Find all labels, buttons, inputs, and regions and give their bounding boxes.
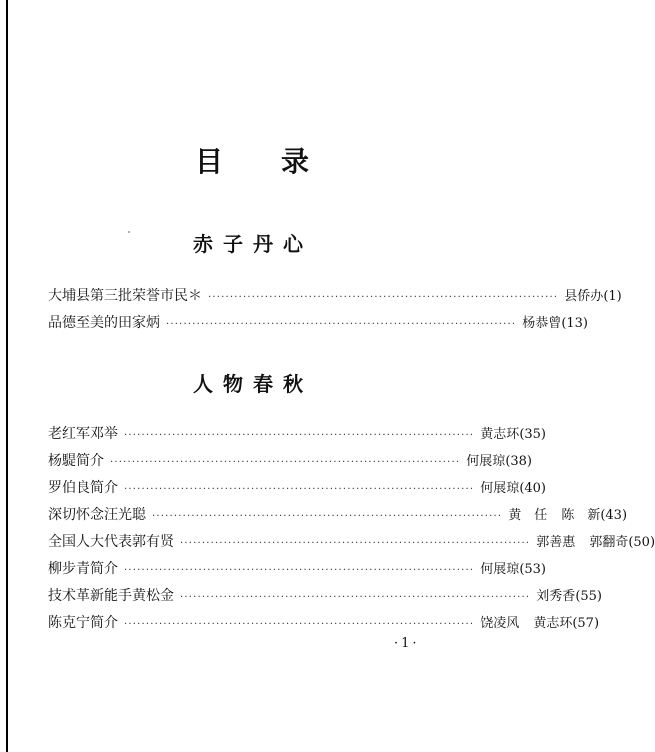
toc-entry-title: 技术革新能手黄松金 <box>48 588 174 604</box>
page-title <box>0 140 506 180</box>
toc-entry-title: 罗伯良简介 <box>48 480 118 496</box>
toc-entry[interactable] <box>48 556 546 583</box>
toc-entry[interactable] <box>48 475 546 502</box>
toc-entry-page: (13) <box>561 316 588 331</box>
toc-entry[interactable] <box>48 610 600 637</box>
toc-entry-author: 刘秀香 <box>536 589 576 604</box>
toc-entry-author: 郭翻奇 <box>589 535 629 550</box>
toc-entry-title: 深切怀念汪光聪 <box>48 507 146 523</box>
dot-leader: ················································································ <box>124 484 475 495</box>
toc-entry[interactable] <box>48 310 588 337</box>
toc-entry-author: 何展琼 <box>466 454 506 469</box>
page-number: ·1· <box>394 636 420 651</box>
toc-entry-page: (55) <box>575 589 602 604</box>
title-char-1: 目 <box>194 145 225 178</box>
dot-leader: ················································································ <box>152 511 503 522</box>
toc-entry[interactable] <box>48 529 655 556</box>
toc-entry-author: 何展琼 <box>480 562 520 577</box>
section-heading-2: 人物春秋 <box>193 372 313 396</box>
toc-entry-author: 黄 任 <box>508 508 548 523</box>
toc-entry-author: 郭善惠 <box>536 535 576 550</box>
toc-entry[interactable] <box>48 583 602 610</box>
toc-entry-title: 柳步青简介 <box>48 561 118 577</box>
toc-entry-page: (43) <box>600 508 628 523</box>
toc-entry-page: (1) <box>603 289 622 304</box>
toc-entry[interactable] <box>48 448 532 475</box>
dot-leader: ················································································ <box>110 457 461 468</box>
toc-entry-title: 品德至美的田家炳 <box>48 315 160 331</box>
toc-entry-page: (57) <box>572 616 600 631</box>
section-2-entries <box>48 421 655 637</box>
toc-entry-title: 陈克宁简介 <box>48 615 118 631</box>
toc-entry-author: 何展琼 <box>480 481 520 496</box>
toc-entry-author: 黄志环 <box>480 427 520 442</box>
dot-leader: ················································································ <box>124 430 475 441</box>
toc-entry-page: (38) <box>505 454 532 469</box>
section-heading-1: 赤子丹心 <box>193 232 313 256</box>
toc-entry-title: 全国人大代表郭有贤 <box>48 534 174 550</box>
section-1-entries <box>48 283 622 337</box>
toc-entry-author: 饶凌风 <box>480 616 520 631</box>
dot-leader: ················································································ <box>180 538 531 549</box>
dot-leader: ················································································ <box>166 319 517 330</box>
dot-leader: ················································································ <box>124 565 475 576</box>
dot-leader: ················································································ <box>124 619 475 630</box>
toc-entry-page: (40) <box>519 481 546 496</box>
toc-entry-author: 陈 新 <box>561 508 601 523</box>
toc-entry-page: (53) <box>519 562 546 577</box>
toc-entry-title: 老红军邓举 <box>48 426 118 442</box>
toc-entry-author: 县侨办 <box>564 289 604 304</box>
title-char-2: 录 <box>281 145 312 178</box>
toc-entry[interactable] <box>48 502 628 529</box>
toc-entry-title: 杨騠简介 <box>48 453 104 469</box>
toc-entry-title: 大埔县第三批荣誉市民＊ <box>48 288 202 304</box>
dot-leader: ················································································ <box>208 292 559 303</box>
toc-entry[interactable] <box>48 421 546 448</box>
toc-entry-page: (50) <box>628 535 655 550</box>
dot-leader: ················································································ <box>180 592 531 603</box>
toc-entry-author: 黄志环 <box>533 616 573 631</box>
toc-entry[interactable] <box>48 283 622 310</box>
toc-entry-page: (35) <box>519 427 546 442</box>
toc-entry-author: 杨恭曾 <box>522 316 562 331</box>
